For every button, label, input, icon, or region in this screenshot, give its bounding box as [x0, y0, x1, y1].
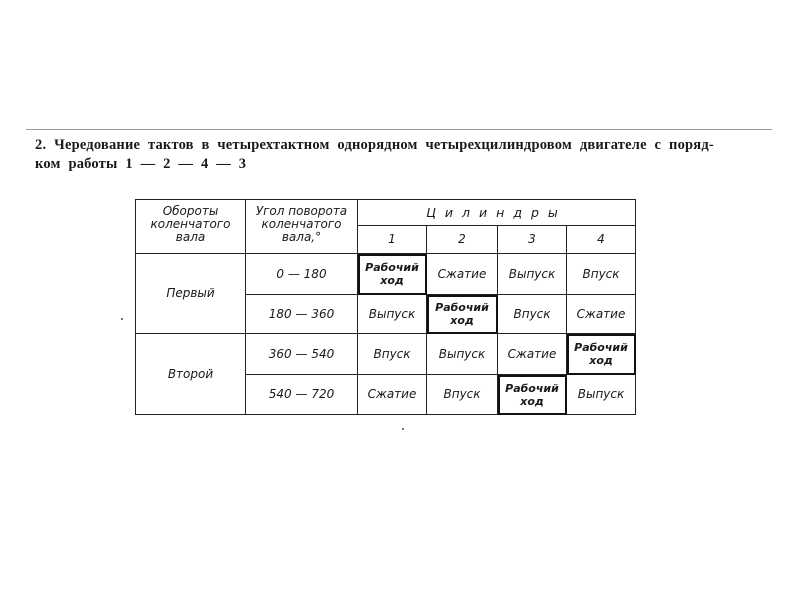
stroke-cell: Впуск	[498, 295, 567, 334]
header-row-1	[136, 200, 636, 226]
revolution-second: Второй	[136, 334, 246, 415]
stroke-cell: Выпуск	[358, 295, 427, 334]
table-caption	[35, 136, 767, 174]
working-stroke-cell: Рабочий ход	[567, 334, 636, 375]
working-stroke-cell: Рабочий ход	[427, 295, 498, 334]
stroke-cell: Сжатие	[567, 295, 636, 334]
caption-line-2: ком работы 1 — 2 — 4 — 3	[35, 156, 247, 172]
revolution-first: Первый	[136, 254, 246, 334]
header-angle: Угол поворота коленчатого вала,°	[246, 200, 358, 254]
stroke-cell: Впуск	[427, 375, 498, 415]
stroke-cell: Сжатие	[427, 254, 498, 295]
stroke-cell: Сжатие	[498, 334, 567, 375]
scan-speck	[402, 428, 404, 430]
angle-range: 360 — 540	[246, 334, 358, 375]
angle-range: 180 — 360	[246, 295, 358, 334]
stroke-cell: Выпуск	[567, 375, 636, 415]
stroke-cell: Выпуск	[427, 334, 498, 375]
table-row	[136, 254, 636, 295]
angle-range: 540 — 720	[246, 375, 358, 415]
stroke-cell: Выпуск	[498, 254, 567, 295]
cylinder-number: 1	[358, 226, 427, 254]
cylinder-number: 2	[427, 226, 498, 254]
top-rule	[26, 129, 772, 130]
cylinder-number: 4	[567, 226, 636, 254]
caption-line-1: 2. Чередование тактов в четырехтактном однорядном четырехцилиндровом двигателе с поряд-	[35, 137, 714, 153]
stroke-sequence-table	[135, 199, 636, 415]
cylinder-number: 3	[498, 226, 567, 254]
scan-speck	[121, 318, 123, 320]
stroke-cell: Впуск	[358, 334, 427, 375]
working-stroke-cell: Рабочий ход	[498, 375, 567, 415]
working-stroke-cell: Рабочий ход	[358, 254, 427, 295]
stroke-cell: Сжатие	[358, 375, 427, 415]
header-revolutions: Обороты коленчатого вала	[136, 200, 246, 254]
angle-range: 0 — 180	[246, 254, 358, 295]
header-cylinders: Цилиндры	[358, 200, 636, 226]
table-row	[136, 334, 636, 375]
stroke-cell: Впуск	[567, 254, 636, 295]
